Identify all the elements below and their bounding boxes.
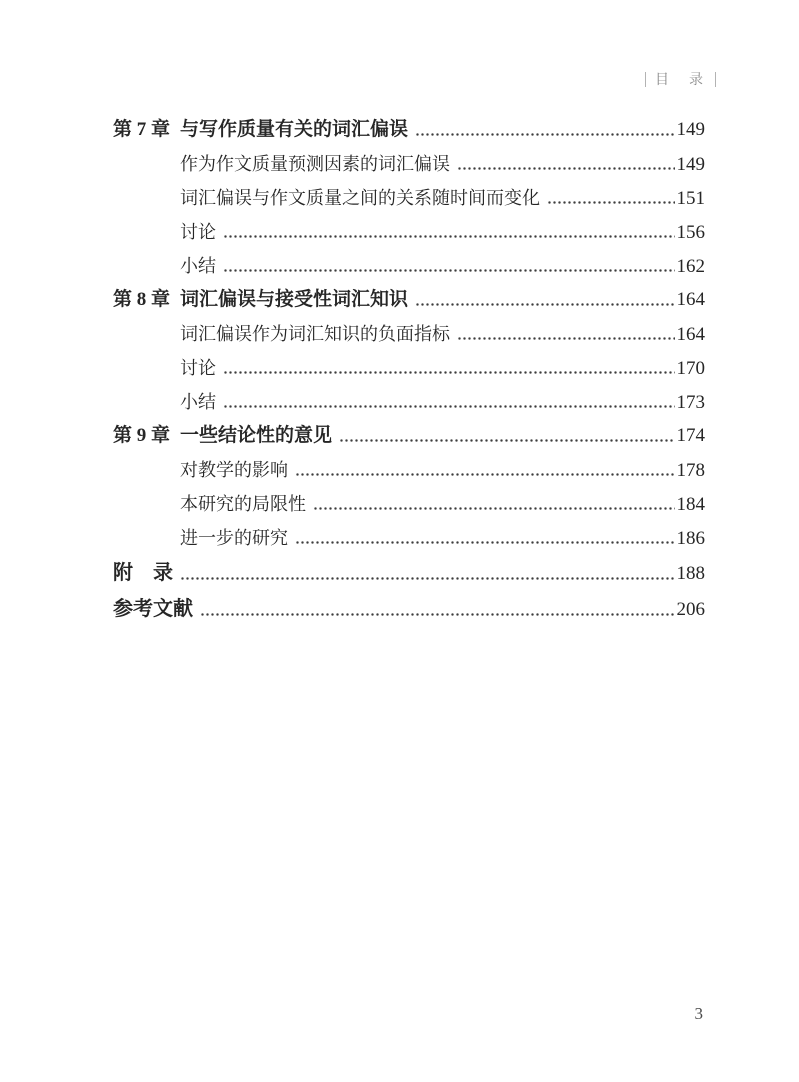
dot-leader [415, 132, 674, 137]
toc-entry-row [113, 219, 705, 245]
entry-title: 对教学的影响 [180, 460, 288, 480]
running-head [645, 70, 716, 88]
toc-page-number: 188 [676, 563, 705, 584]
toc-page-number: 178 [676, 460, 705, 481]
header-title: 目 录 [655, 73, 706, 88]
chapter-title: 一些结论性的意见 [180, 425, 333, 446]
toc-entry-row [113, 491, 705, 517]
toc-page-number: 206 [676, 599, 705, 620]
chapter-label: 第 7 章 [113, 119, 171, 140]
toc-page-number: 173 [676, 392, 705, 413]
toc-page-number: 149 [676, 154, 705, 175]
toc-page-number: 170 [676, 358, 705, 379]
toc-page-number: 184 [676, 494, 705, 515]
entry-title: 词汇偏误与作文质量之间的关系随时间而变化 [180, 188, 540, 208]
dot-leader [457, 166, 675, 171]
appendix-title: 附 录 [113, 562, 173, 584]
dot-leader [313, 506, 675, 511]
toc-entry-row [113, 321, 705, 347]
chapter-title: 词汇偏误与接受性词汇知识 [180, 289, 409, 310]
chapter-label: 第 9 章 [113, 425, 171, 446]
toc-chapter-row [113, 287, 705, 313]
toc-entry-row [113, 355, 705, 381]
header-rule-left [645, 72, 646, 87]
entry-title: 进一步的研究 [180, 528, 288, 548]
entry-title: 本研究的局限性 [180, 494, 306, 514]
toc-chapter-row [113, 423, 705, 449]
references-title: 参考文献 [113, 598, 193, 620]
toc-page-number: 149 [676, 119, 705, 140]
dot-leader [339, 438, 674, 443]
toc-page-number: 151 [676, 188, 705, 209]
entry-title: 词汇偏误作为词汇知识的负面指标 [180, 324, 450, 344]
dot-leader [223, 404, 675, 409]
page-folio: 3 [694, 1004, 703, 1023]
toc-entry-row [113, 253, 705, 279]
toc-entry-row [113, 389, 705, 415]
toc-page-number: 156 [676, 222, 705, 243]
toc-page-number: 162 [676, 256, 705, 277]
toc-page-number: 186 [676, 528, 705, 549]
dot-leader [200, 612, 675, 617]
toc-page-number: 164 [676, 324, 705, 345]
dot-leader [223, 268, 675, 273]
toc-entry-row [113, 151, 705, 177]
chapter-title: 与写作质量有关的词汇偏误 [180, 119, 409, 140]
dot-leader [295, 472, 675, 477]
toc-page-number: 174 [676, 425, 705, 446]
dot-leader [457, 336, 675, 341]
dot-leader [547, 200, 675, 205]
toc-entry-row [113, 457, 705, 483]
entry-title: 讨论 [180, 222, 216, 242]
chapter-label: 第 8 章 [113, 289, 171, 310]
header-rule-right [715, 72, 716, 87]
toc-references-row [113, 595, 705, 623]
toc-appendix-row [113, 559, 705, 587]
entry-title: 小结 [180, 392, 216, 412]
toc-entry-row [113, 525, 705, 551]
entry-title: 作为作文质量预测因素的词汇偏误 [180, 154, 450, 174]
dot-leader [180, 576, 675, 581]
dot-leader [223, 234, 675, 239]
dot-leader [295, 540, 675, 545]
entry-title: 讨论 [180, 358, 216, 378]
dot-leader [223, 370, 675, 375]
toc-list [113, 117, 705, 631]
toc-page-number: 164 [676, 289, 705, 310]
entry-title: 小结 [180, 256, 216, 276]
toc-entry-row [113, 185, 705, 211]
toc-chapter-row [113, 117, 705, 143]
dot-leader [415, 302, 674, 307]
